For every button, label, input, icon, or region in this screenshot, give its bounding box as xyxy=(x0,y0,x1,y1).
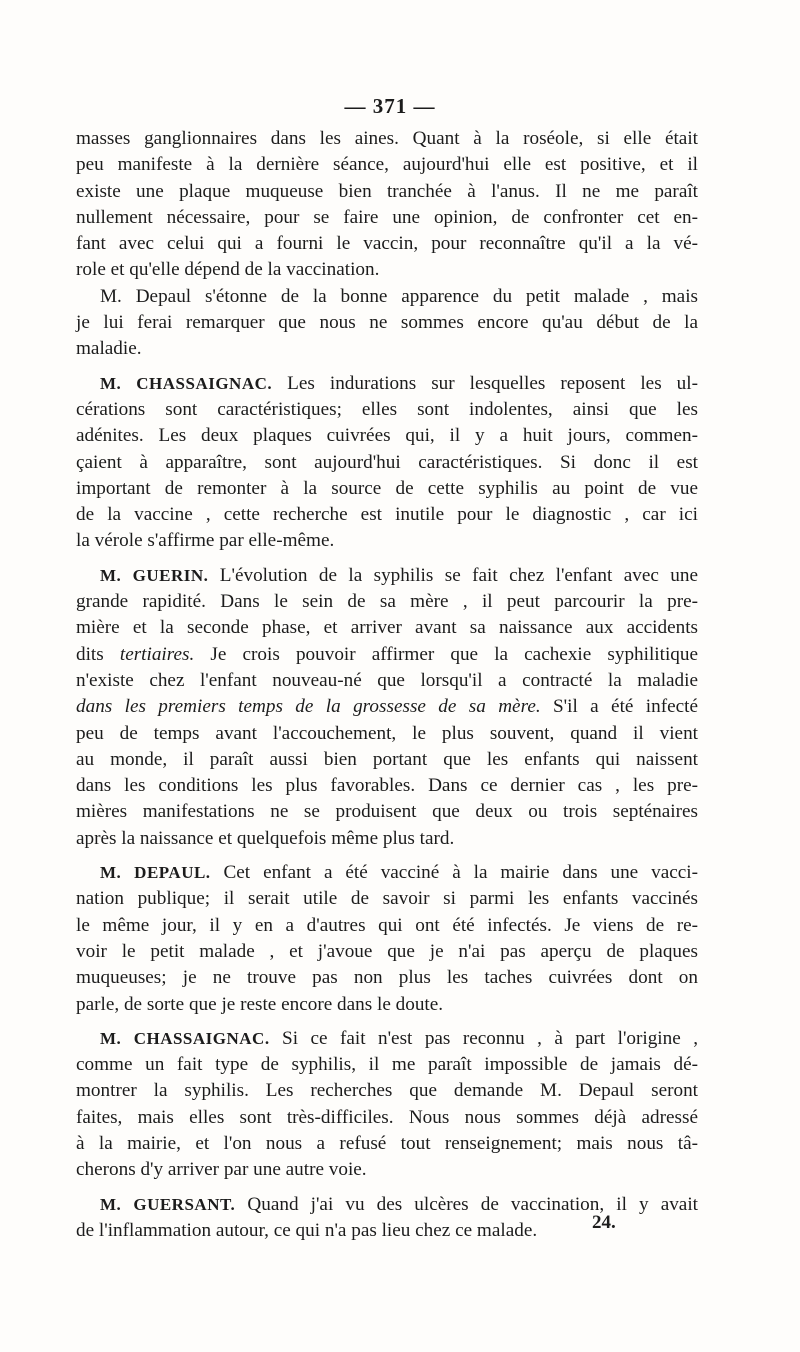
text-line xyxy=(76,450,698,476)
text-run: je lui ferai remarquer que nous ne sommes encore qu'au début de la xyxy=(76,312,698,334)
text-line xyxy=(76,860,698,886)
text-run: dans les conditions les plus favorables. Dans ce dernier cas , les pre- xyxy=(76,775,698,797)
text-line xyxy=(76,1052,698,1078)
italic-text: dans les premiers temps de la grossesse de sa mère. xyxy=(76,696,541,718)
text-line xyxy=(76,1157,698,1183)
text-line xyxy=(76,336,698,362)
text-line xyxy=(76,668,698,694)
text-line xyxy=(76,502,698,528)
text-run: grande rapidité. Dans le sein de sa mère , il peut parcourir la pre- xyxy=(76,591,698,613)
text-line xyxy=(76,397,698,423)
text-run: maladie. xyxy=(76,338,142,360)
text-run: adénites. Les deux plaques cuivrées qui, il y a huit jours, commen- xyxy=(76,425,698,447)
text-line xyxy=(76,799,698,825)
speaker-name: M. CHASSAIGNAC. xyxy=(100,1028,270,1048)
text-line xyxy=(76,694,698,720)
text-line xyxy=(76,179,698,205)
text-run: nation publique; il serait utile de savoir si parmi les enfants vaccinés xyxy=(76,888,698,910)
text-line xyxy=(76,642,698,668)
text-run: Cet enfant a été vacciné à la mairie dans une vacci- xyxy=(210,862,698,884)
text-line xyxy=(76,1131,698,1157)
speaker-name: M. GUERIN. xyxy=(100,565,209,585)
paragraph-gap xyxy=(76,363,698,371)
text-line xyxy=(76,476,698,502)
paragraph-gap xyxy=(76,1184,698,1192)
text-run: cérations sont caractéristiques; elles sont indolentes, ainsi que les xyxy=(76,398,698,420)
speaker-name: M. GUERSANT. xyxy=(100,1194,236,1214)
text-line xyxy=(76,992,698,1018)
text-run: montrer la syphilis. Les recherches que demande M. Depaul seront xyxy=(76,1080,698,1102)
text-run: Les indurations sur lesquelles reposent les ul- xyxy=(272,372,698,394)
text-line xyxy=(76,528,698,554)
text-line xyxy=(76,257,698,283)
text-line xyxy=(76,913,698,939)
text-line xyxy=(76,310,698,336)
text-run: faites, mais elles sont très-difficiles. Nous nous sommes déjà adressé xyxy=(76,1106,698,1128)
text-run: role et qu'elle dépend de la vaccination. xyxy=(76,259,380,281)
text-line xyxy=(76,939,698,965)
speaker-name: M. CHASSAIGNAC. xyxy=(100,373,273,393)
text-run: mière et la seconde phase, et arriver avant sa naissance aux accidents xyxy=(76,617,698,639)
text-run: çaient à apparaître, sont aujourd'hui caractéristiques. Si donc il est xyxy=(76,451,698,473)
text-run: voir le petit malade , et j'avoue que je n'ai pas aperçu de plaques xyxy=(76,940,698,962)
text-run: au monde, il paraît aussi bien portant que les enfants qui naissent xyxy=(76,748,698,770)
text-run: la vérole s'affirme par elle-même. xyxy=(76,530,335,552)
body-text xyxy=(76,126,698,1244)
text-run: Je crois pouvoir affirmer que la cachexie syphilitique xyxy=(194,643,698,665)
text-line xyxy=(76,886,698,912)
text-line xyxy=(76,965,698,991)
text-run: de la vaccine , cette recherche est inutile pour le diagnostic , car ici xyxy=(76,504,698,526)
text-line xyxy=(76,231,698,257)
speaker-name: M. DEPAUL. xyxy=(100,863,211,883)
paragraph-gap xyxy=(76,555,698,563)
text-run: masses ganglionnaires dans les aines. Quant à la roséole, si elle était xyxy=(76,128,698,149)
text-run: cherons d'y arriver par une autre voie. xyxy=(76,1159,367,1181)
text-run: le même jour, il y en a d'autres qui ont été infectés. Je viens de re- xyxy=(76,914,698,936)
text-run: L'évolution de la syphilis se fait chez l'enfant avec une xyxy=(208,564,698,586)
text-line xyxy=(76,773,698,799)
text-line xyxy=(76,423,698,449)
text-line xyxy=(76,371,698,397)
text-line xyxy=(76,1026,698,1052)
text-run: S'il a été infecté xyxy=(540,696,698,718)
text-line xyxy=(76,589,698,615)
text-line xyxy=(76,721,698,747)
text-run: dits xyxy=(76,643,120,665)
text-line xyxy=(76,126,698,152)
text-run: muqueuses; je ne trouve pas non plus les taches cuivrées dont on xyxy=(76,967,698,989)
text-run: nullement nécessaire, pour se faire une opinion, de confronter cet en- xyxy=(76,206,698,228)
text-run: mières manifestations ne se produisent que deux ou trois septénaires xyxy=(76,801,698,823)
text-run: Quand j'ai vu des ulcères de vaccination, il y avait xyxy=(235,1193,698,1215)
text-run: M. Depaul s'étonne de la bonne apparence du petit malade , mais xyxy=(100,285,698,307)
text-run: existe une plaque muqueuse bien tranchée à l'anus. Il ne me paraît xyxy=(76,180,698,202)
italic-text: tertiaires. xyxy=(119,643,195,665)
page-number: — 371 — xyxy=(344,94,436,118)
text-run: à la mairie, et l'on nous a refusé tout renseignement; mais nous tâ- xyxy=(76,1132,698,1154)
paragraph-gap xyxy=(76,852,698,860)
text-line xyxy=(76,205,698,231)
text-run: Si ce fait n'est pas reconnu , à part l'origine , xyxy=(269,1027,698,1049)
text-run: peu manifeste à la dernière séance, aujourd'hui elle est positive, et il xyxy=(76,154,698,176)
text-line xyxy=(76,826,698,852)
text-run: après la naissance et quelquefois même plus tard. xyxy=(76,827,455,849)
text-line xyxy=(76,1078,698,1104)
text-line xyxy=(76,1105,698,1131)
text-line xyxy=(76,615,698,641)
text-run: peu de temps avant l'accouchement, le plus souvent, quand il vient xyxy=(76,722,698,744)
text-line xyxy=(76,152,698,178)
text-run: parle, de sorte que je reste encore dans le doute. xyxy=(76,993,444,1015)
text-run: de l'inflammation autour, ce qui n'a pas lieu chez ce malade. xyxy=(76,1219,538,1241)
signature-mark: 24. xyxy=(592,1212,616,1233)
text-run: n'existe chez l'enfant nouveau-né que lorsqu'il a contracté la maladie xyxy=(76,669,698,691)
text-line xyxy=(76,563,698,589)
text-run: important de remonter à la source de cette syphilis au point de vue xyxy=(76,477,698,499)
text-line xyxy=(76,284,698,310)
paragraph-gap xyxy=(76,1018,698,1026)
text-run: fant avec celui qui a fourni le vaccin, pour reconnaître qu'il a la vé- xyxy=(76,233,698,255)
text-line xyxy=(76,747,698,773)
text-run: comme un fait type de syphilis, il me paraît impossible de jamais dé- xyxy=(76,1054,698,1076)
